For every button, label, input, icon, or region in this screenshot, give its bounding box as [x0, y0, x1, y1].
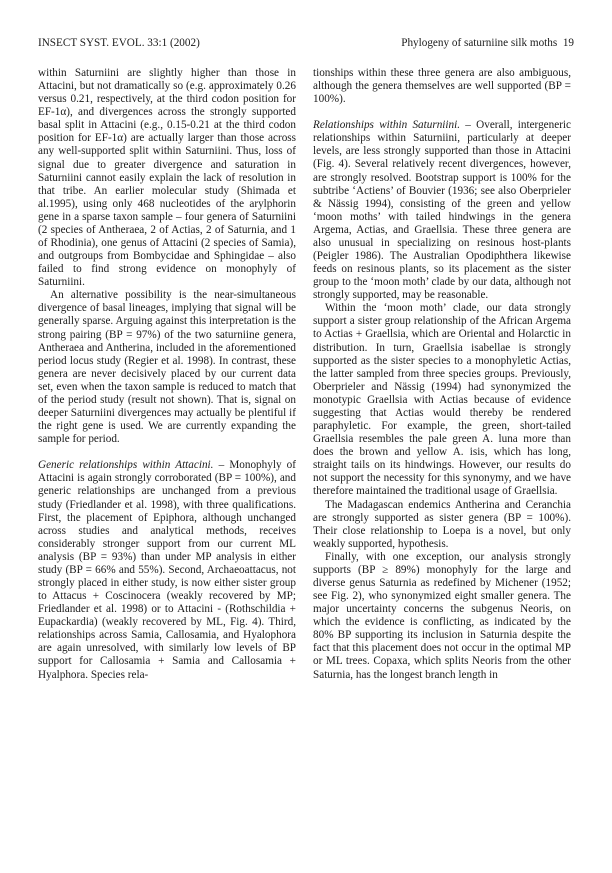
section-heading-attacini: Generic relationships within Attacini.	[38, 459, 214, 472]
page-number: 19	[562, 37, 574, 49]
right-column	[313, 67, 571, 682]
journal-citation: INSECT SYST. EVOL. 33:1 (2002)	[38, 37, 200, 49]
section-heading-saturniini: Relationships within Saturniini.	[313, 119, 460, 132]
paragraph-attacini-body: – Monophyly of Attacini is again strongly corroborated (BP = 100%), and generic relationships are unchanged from a previous study (Friedlander et al. 1998), with three qualifications. First, the placement of Epiphora, although unchanged across studies and analytical methods, receives considerably stronger support from our current ML analysis (BP = 93%) than under MP analysis in either study (BP = 66% and 55%). Second, Archaeoattacus, not strongly placed in either study, is now either sister group to Attacus + Coscinocera (weakly recovered by MP; Friedlander et al. 1998) or to Attacini - (Rothschildia + Eupackardia) (weakly recovered by ML, Fig. 4). Third, relationships across Samia, Callosamia, and Hyalophora are again unresolved, with similarly low levels of BP support for Callosamia + Samia and Callosamia + Hyalphora. Species rela-	[38, 459, 296, 681]
paragraph-saturniini	[313, 119, 571, 302]
paragraph-saturnia-monophyly: Finally, with one exception, our analysis strongly supports (BP ≥ 89%) monophyly for the large and diverse genus Saturnia as redefined by Michener (1952; see Fig. 2), who synonymized eight smaller genera. The major uncertainty concerns the subgenus Neoris, on which the evidence is conflicting, as indicated by the 80% BP supporting its inclusion in Saturnia despite the fact that this placement does not occur in the optimal MP or ML trees. Copaxa, which splits Neoris from the other Saturnia, has the longest branch length in	[313, 550, 571, 681]
paragraph-moon-moth-clade: Within the ‘moon moth’ clade, our data strongly support a sister group relationship of the African Argema to Actias + Graellsia, which are Oriental and Holarctic in distribution. In turn, Graellsia isabellae is strongly supported as the sister species to a monophyletic Actias, the latter sampled from three species groups. Previously, Oberprieler and Nässig (1994) had synonymized the monotypic Graellsia with Actias because of evidence suggesting that Actias would thereby be rendered paraphyletic. For example, the green, short-tailed Graellsia resembles the pale green A. luna more than does the brown and yellow A. isis, which has long, straight tails on its hindwings. However, our results do not support the necessity for this synonymy, and we have therefore maintained the traditional usage of Graellsia.	[313, 302, 571, 498]
paragraph-attacini	[38, 459, 296, 681]
running-header	[38, 36, 574, 50]
paragraph-divergence: within Saturniini are slightly higher than those in Attacini, but not dramatically so (e.g. approximately 0.26 versus 0.21, respectively, at the third codon position for EF-1α), and divergences across the strongly supported basal split in Attacini (e.g., 0.15-0.21 at the third codon position for EF-1α) are actually larger than those across any well-supported split within Saturniini. Thus, loss of signal due to greater divergence and saturation in Saturniini cannot easily explain the lack of resolution in that tribe. An earlier molecular study (Shimada et al.1995), using only 468 nucleotides of the arylphorin gene in a sparse taxon sample – four genera of Saturniini (2 species of Antheraea, 2 of Actias, 2 of Saturnia, and 1 of Rhodinia), one genus of Attacini (2 species of Samia), and outgroups from Bombycidae and Sphingidae – also failed to find strong evidence on monophyly of Saturniini.	[38, 67, 296, 289]
paragraph-madagascan-endemics: The Madagascan endemics Antherina and Ceranchia are strongly supported as sister genera (BP = 100%). Their close relationship to Loepa is a novel, but only weakly supported, hypothesis.	[313, 498, 571, 550]
paragraph-alternative-possibility: An alternative possibility is the near-simultaneous divergence of basal lineages, implying that signal will be generally sparse. Arguing against this interpretation is the strong pairing (BP = 97%) of the two saturniine genera, Antheraea and Antherina, included in the aforementioned period locus study (Regier et al. 1998). In contrast, these genera are never decisively placed by our current data set, even when the taxon sample is reduced to match that of the period study (result not shown). That is, signal on deeper Saturniini divergences may actually be plentiful if the right gene is used. We are currently expanding the sample for period.	[38, 289, 296, 446]
running-title: Phylogeny of saturniine silk moths	[401, 37, 558, 49]
paragraph-species-relationships: tionships within these three genera are also ambiguous, although the genera themselves are well supported (BP = 100%).	[313, 67, 571, 106]
paragraph-saturniini-body: – Overall, intergeneric relationships within Saturniini, particularly at deeper levels, are less strongly supported than those in Attacini (Fig. 4). Several relatively recent divergences, however, are strongly resolved. Bootstrap support is 100% for the subtribe ‘Actiens’ of Bouvier (1936; see also Oberprieler & Nässig 1994), consisting of the green and yellow ‘moon moths’ with tailed hindwings in the genera Argema, Actias, and Graellsia. These three genera are also unusual in specializing on resinous host-plants (Peigler 1986). The Australian Opodiphthera likewise feeds on resinous plants, so its placement as the sister group to the ‘moon moth’ clade by our data, although not strongly supported, may be reasonable.	[313, 119, 571, 302]
running-title-and-page	[401, 36, 574, 50]
left-column	[38, 67, 296, 682]
